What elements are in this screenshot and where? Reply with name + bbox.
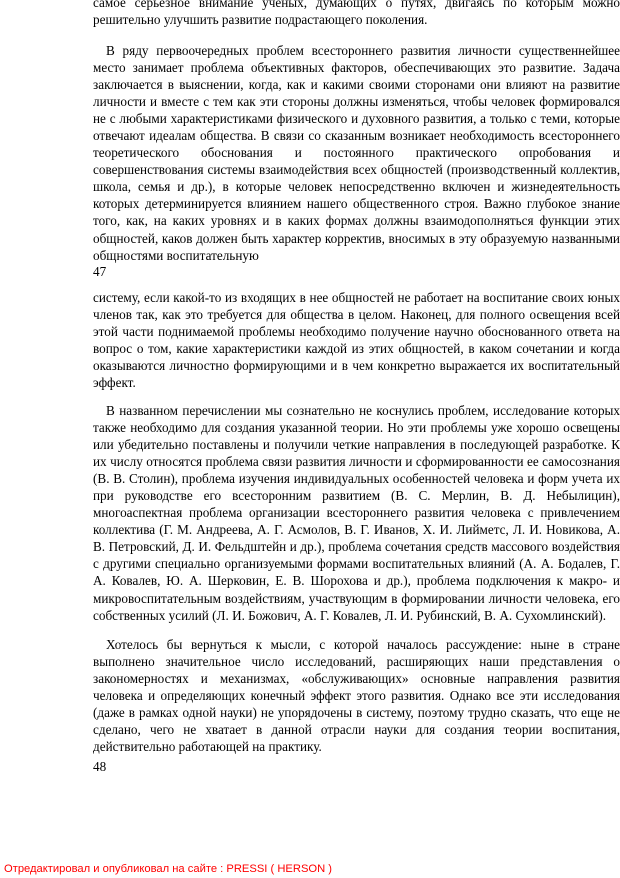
footer-credit-text: Отредактировал и опубликовал на сайте : PRESSI ( HERSON ) (4, 863, 333, 875)
paragraph-continuation-top: самое серьезное внимание ученых, думающих о путях, двигаясь по которым можно решительно улучшить развитие подрастающего поколения. (93, 0, 620, 28)
paragraph-objective-factors: В ряду первоочередных проблем всестороннего развития личности существеннейшее место занимает проблема объективных факторов, обеспечивающих это развитие. Задача заключается в выяснении, когда, как и какими своими сторонами они влияют на развитие личности и вместе с тем как эти стороны должны изменяться, чтобы человек формировался не с любыми характеристиками физического и духовного развития, а только с теми, которые отвечают идеалам общества. В связи со сказанным возникает необходимость всестороннего теоретического обоснования и постоянного практического опробования и совершенствования системы взаимодействия всех общностей (производственный коллектив, школа, семья и др.), в которые человек непосредственно включен и жизнедеятельность которых детерминируется влиянием нашего общественного строя. Важно глубокое знание того, как, на каких уровнях и в каких формах должны взаимодополняться функции этих общностей, каков должен быть характер корректив, вносимых в эту образуемую названными общностями воспитательную (93, 43, 620, 263)
paragraph-system-continuation: систему, если какой-то из входящих в нее общностей не работает на воспитание своих юных членов так, как это требуется для общества в целом. Наконец, для полного освещения всей этой части поднимаемой проблемы необходимо получение научно обоснованного ответа на вопрос о том, какие характеристики каждой из этих общностей, в каком сочетании и когда оказываются личностно формирующими и в чем конкретно выражается их воспитательный эффект. (93, 290, 620, 391)
page-number-48: 48 (93, 759, 107, 774)
paragraph-concluding-thought: Хотелось бы вернуться к мысли, с которой началось рассуждение: ныне в стране выполнено значительное число исследований, расширяющих наши представления о закономерностях и механизмах, «обслуживающих» основные направления развития человека и определяющих конечный эффект этого развития. Однако все эти исследования (даже в рамках одной науки) не упорядочены в систему, поэтому трудно сказать, что еще не сделано, чего не хватает в данной отрасли науки для создания теории воспитания, действительно работающей на практику. (93, 637, 620, 755)
page-number-47: 47 (93, 264, 107, 279)
paragraph-enumeration-problems: В названном перечислении мы сознательно не коснулись проблем, исследование которых также необходимо для создания указанной теории. Но эти проблемы уже хорошо освещены или убедительно поставлены и получили четкие направления в последующей разработке. К их числу относятся проблема связи развития личности и сформированности ее самосознания (В. В. Столин), проблема изучения индивидуальных особенностей человека и форм учета их при руководстве его всесторонним развитием (В. С. Мерлин, В. Д. Небылицин), многоаспектная проблема организации всестороннего развития человека с привлечением коллектива (Г. М. Андреева, А. Г. Асмолов, В. Г. Иванов, Х. И. Лийметс, Л. И. Новикова, А. В. Петровский, Д. И. Фельдштейн и др.), проблема сочетания средств массового воздействия с другими специально организуемыми формами воспитательных влияний (А. А. Бодалев, Г. А. Ковалев, Ю. А. Шерковин, Е. В. Шорохова и др.), проблема подключения к макро- и микровоспитательным воздействиям, участвующим в формировании личности человека, его собственных усилий (Л. И. Божович, А. Г. Ковалев, Л. И. Рубинский, В. А. Сухомлинский). (93, 403, 620, 623)
